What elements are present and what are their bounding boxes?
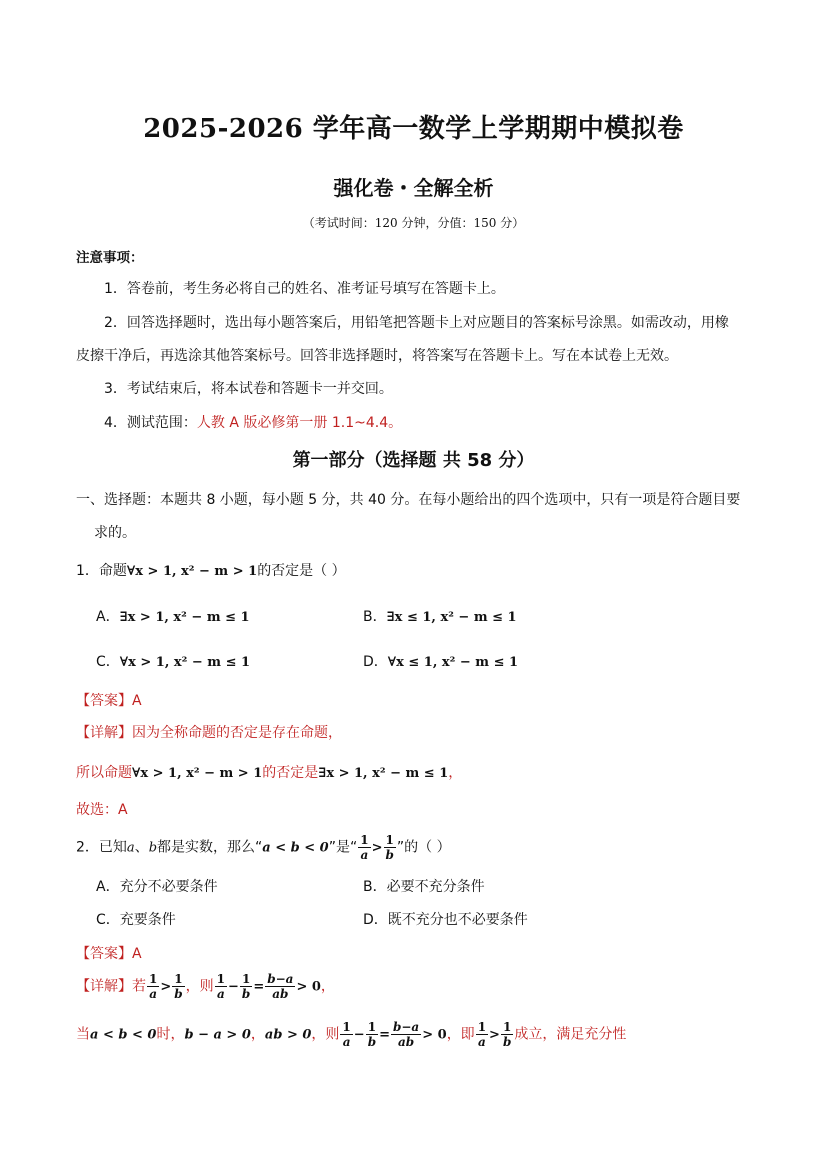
- q1-option-d: [363, 651, 518, 671]
- notice-item-1: 1．答卷前，考生务必将自己的姓名、准考证号填写在答题卡上。: [104, 281, 505, 297]
- q1-option-a-label: A．: [96, 609, 120, 625]
- q2-frac-1-over-a: [358, 833, 370, 862]
- q2-frac-num: b−a: [267, 972, 294, 986]
- q1-option-c-formula: ∀x > 1, x² − m ≤ 1: [119, 655, 251, 670]
- q1-option-d-formula: ∀x ≤ 1, x² − m ≤ 1: [387, 655, 519, 670]
- q2-frac-den: b: [367, 1035, 377, 1049]
- q1-answer-value: A: [132, 693, 142, 709]
- q1-detail-line-1: [76, 722, 342, 742]
- q1-answer-label: 【答案】: [76, 693, 132, 709]
- q2-frac: [366, 1020, 378, 1049]
- q2-line2-cond: a < b < 0: [90, 1027, 157, 1043]
- q2-end: ”的（ ）: [396, 839, 451, 856]
- q2-frac-num: 1: [477, 1020, 487, 1034]
- q1-option-b-formula: ∃x ≤ 1, x² − m ≤ 1: [386, 610, 517, 625]
- q2-option-d: D．既不充分也不必要条件: [363, 912, 528, 928]
- q1-detail-formula-2: ∃x > 1, x² − m ≤ 1: [318, 766, 449, 781]
- q1-detail-label: 【详解】: [76, 725, 132, 741]
- q2-shi: 时，: [156, 1026, 185, 1043]
- q1-detail-prefix: 所以命题: [76, 765, 132, 781]
- q2-frac: [501, 1020, 513, 1049]
- q1-formula: ∀x > 1, x² − m > 1: [126, 564, 258, 579]
- q1-option-a: [96, 606, 250, 626]
- q2-frac-num: 1: [240, 972, 252, 987]
- q2-frac: [147, 972, 159, 1001]
- q2-frac-num: 1: [216, 972, 226, 986]
- q2-frac: [340, 1020, 352, 1049]
- q2-ji: ，即: [446, 1026, 475, 1043]
- q2-answer: [76, 943, 142, 963]
- q2-gt0: > 0: [422, 1027, 447, 1043]
- q2-eq: =: [379, 1027, 390, 1043]
- q2-mid: 都是实数，那么“: [157, 839, 263, 856]
- q2-condition: a < b < 0: [262, 840, 329, 856]
- question-1-stem: [76, 560, 346, 580]
- q1-option-a-formula: ∃x > 1, x² − m ≤ 1: [119, 610, 250, 625]
- time-note: （考试时间：120 分钟，分值：150 分）: [302, 216, 525, 230]
- notice-item-2-line-2: 皮擦干净后，再选涂其他答案标号。回答非选择题时，将答案写在答题卡上。写在本试卷上无效。: [76, 348, 678, 364]
- section-intro-line-2: 求的。: [94, 525, 136, 541]
- q2-frac-den: ab: [398, 1035, 415, 1049]
- q2-frac-den: b: [385, 848, 394, 862]
- q2-option-c: C．充要条件: [96, 912, 176, 928]
- q2-frac-den: a: [360, 848, 369, 862]
- page-subtitle: 强化卷・全解全析: [333, 176, 494, 200]
- q2-line2-f2: ab > 0: [264, 1027, 312, 1043]
- q2-var-b: b: [148, 840, 158, 856]
- q2-ruo: 若: [132, 978, 146, 995]
- q1-option-c-label: C．: [96, 654, 120, 670]
- page-title: 2025-2026 学年高一数学上学期期中模拟卷: [143, 114, 684, 144]
- q2-sep: 、: [134, 839, 149, 856]
- q2-gt: >: [371, 840, 383, 856]
- q2-answer-label: 【答案】: [76, 946, 132, 962]
- q2-frac: [476, 1020, 488, 1049]
- q2-detail-line-1: [76, 972, 335, 1001]
- q1-prefix: 1．命题: [76, 563, 127, 579]
- q2-frac-den: a: [477, 1035, 486, 1049]
- q2-detail-line-2: [76, 1020, 626, 1049]
- notice-item-4-prefix: 4．测试范围：: [104, 415, 197, 431]
- notice-item-2-line-1: 2．回答选择题时，选出每小题答案后，用铅笔把答题卡上对应题目的答案标号涂黑。如需改动，用橡: [104, 315, 729, 331]
- q2-ze: ，则: [185, 978, 214, 995]
- q1-detail-text: 因为全称命题的否定是存在命题，: [132, 725, 342, 741]
- notice-heading: 注意事项：: [76, 250, 144, 266]
- q2-line2-f1: b − a > 0: [184, 1027, 251, 1043]
- notice-item-4: [104, 412, 402, 432]
- section-intro-line-1: 一、选择题：本题共 8 小题，每小题 5 分，共 40 分。在每小题给出的四个选项中，只有一项是符合题目要: [76, 492, 741, 508]
- q2-minus: −: [228, 979, 239, 995]
- q2-frac-1-over-b: [384, 833, 396, 862]
- q2-frac: [240, 972, 252, 1001]
- q2-option-a: A．充分不必要条件: [96, 879, 218, 895]
- q2-frac-den: a: [342, 1035, 351, 1049]
- q2-line2-end: 成立，满足充分性: [514, 1026, 627, 1043]
- q2-frac-den: ab: [272, 987, 289, 1001]
- question-2-stem: [76, 833, 451, 862]
- q2-minus: −: [353, 1027, 365, 1043]
- q2-frac-num: 1: [366, 1020, 378, 1035]
- q2-frac: [215, 972, 227, 1001]
- q2-eq: =: [253, 979, 265, 995]
- q2-frac-num: 1: [149, 972, 158, 986]
- q2-frac-den: b: [174, 987, 183, 1001]
- q2-frac-num: 1: [342, 1020, 351, 1034]
- q2-frac-den: a: [216, 987, 225, 1001]
- q2-is: ”是“: [328, 839, 358, 856]
- notice-item-3: 3．考试结束后，将本试卷和答题卡一并交回。: [104, 381, 393, 397]
- q1-option-b: [363, 606, 517, 626]
- q1-option-c: [96, 651, 250, 671]
- q1-detail-end: ，: [448, 765, 463, 781]
- test-range: 人教 A 版必修第一册 1.1~4.4。: [196, 415, 403, 431]
- q2-frac-den: b: [241, 987, 251, 1001]
- q2-comma: ，: [250, 1026, 265, 1043]
- q2-frac-num: 1: [384, 833, 396, 848]
- q2-gt: >: [489, 1027, 500, 1043]
- section-title: 第一部分（选择题 共 58 分）: [292, 450, 535, 471]
- q1-detail-line-2: [76, 762, 462, 782]
- q2-frac-num: b−a: [392, 1020, 420, 1034]
- q2-frac-den: a: [149, 987, 158, 1001]
- q2-line2-ze: ，则: [311, 1026, 340, 1043]
- q2-frac-den: b: [502, 1035, 512, 1049]
- q2-frac-num: 1: [360, 833, 369, 847]
- q2-var-a: a: [126, 840, 135, 856]
- q2-answer-value: A: [132, 946, 142, 962]
- q2-frac-bma-ab: [265, 972, 295, 1001]
- q2-prefix: 2．已知: [76, 839, 127, 856]
- q1-answer: [76, 690, 142, 710]
- q2-gt0: > 0: [296, 979, 321, 995]
- q2-frac-bma-ab: [391, 1020, 421, 1049]
- q1-suffix: 的否定是（ ）: [257, 563, 346, 579]
- q2-option-b: B．必要不充分条件: [363, 879, 485, 895]
- q2-frac-num: 1: [172, 972, 184, 987]
- q2-frac-num: 1: [501, 1020, 513, 1035]
- q1-detail-formula-1: ∀x > 1, x² − m > 1: [132, 766, 263, 781]
- q2-frac: [172, 972, 184, 1001]
- q1-option-d-label: D．: [363, 654, 388, 670]
- q2-comma: ，: [320, 978, 335, 995]
- q1-option-b-label: B．: [363, 609, 387, 625]
- q1-choose: 故选：A: [76, 802, 128, 818]
- q1-detail-mid: 的否定是: [262, 765, 319, 781]
- q2-gt: >: [160, 979, 172, 995]
- q2-detail-label: 【详解】: [76, 978, 132, 995]
- q2-dang: 当: [76, 1026, 90, 1043]
